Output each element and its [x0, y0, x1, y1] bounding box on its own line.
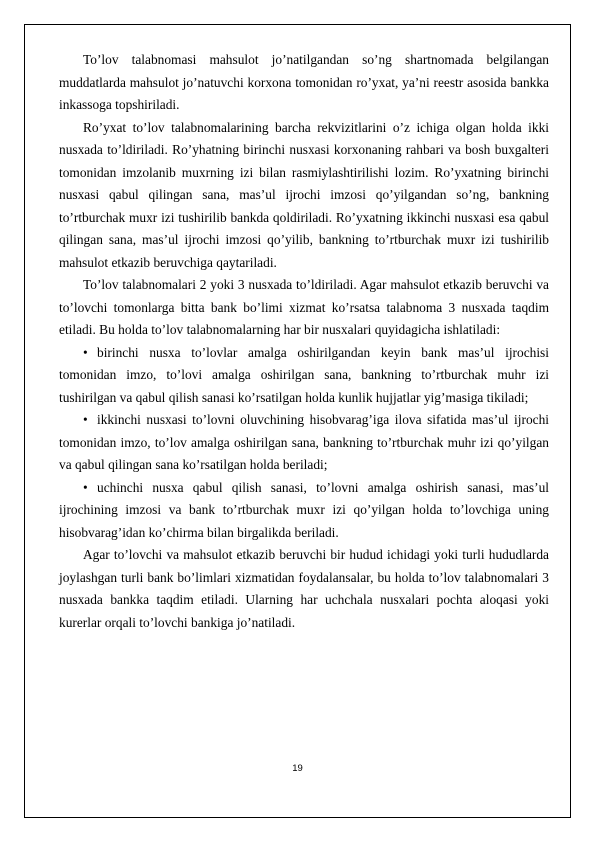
- bullet-text: uchinchi nusxa qabul qilish sanasi, to’lovni amalga oshirish sanasi, mas’ul ijrochining imzosi va bank to’rtburchak muxr izi qo’yilgan holda to’lovchiga uning hisobvarag’idan ko’chirma bilan birgalikda beriladi.: [59, 479, 549, 540]
- bullet-icon: •: [83, 479, 88, 495]
- bullet-item-third-copy: [59, 477, 549, 545]
- paragraph-royxat: Ro’yxat to’lov talabnomalarining barcha rekvizitlarini o’z ichiga olgan holda ikki nusxada to’ldiriladi. Ro’yhatning birinchi nusxasi korxonaning rahbari va bosh buxgalteri tomonidan imzolanib muxrning izi bilan rasmiylashtirilishi lozim. Ro’yxatning birinchi nusxasi qabul qilingan sana, mas’ul ijrochi imzosi qo’yilgandan so’ng, bankning to’rtburchak muxr izi tushirilib bankda qoldiriladi. Ro’yxatning ikkinchi nusxasi esa qabul qilingan sana, mas’ul ijrochi imzosi qo’yilib, bankning to’rtburchak muxr izi tushirilib mahsulot etkazib beruvchiga qaytariladi.: [59, 119, 549, 270]
- bullet-text: ikkinchi nusxasi to’lovni oluvchining hisobvarag’iga ilova sifatida mas’ul ijrochi tomonidan imzo, to’lov amalga oshirilgan sana, bankning to’rtburchak muhr izi qo’yilgan va qabul qilingan sana ko’rsatilgan holda beriladi;: [59, 412, 549, 472]
- paragraph-hudud: Agar to’lovchi va mahsulot etkazib beruvchi bir hudud ichidagi yoki turli hududlarda joylashgan turli bank bo’limlari xizmatidan foydalansalar, bu holda to’lov talabnomalari 3 nusxada bankka taqdim etiladi. Ularning har uchchala nusxalari pochta aloqasi yoki kurerlar orqali to’lovchi bankiga jo’natiladi.: [59, 547, 549, 630]
- page-number: 19: [292, 763, 303, 774]
- paragraph-reestr: To’lov talabnomasi mahsulot jo’natilgandan so’ng shartnomada belgilangan muddatlarda mahsulot jo’natuvchi korxona tomonidan ro’yxat, ya’ni reestr asosida bankka inkassoga topshiriladi.: [59, 52, 549, 112]
- bullet-text: birinchi nusxa to’lovlar amalga oshirilgandan keyin bank mas’ul ijrochisi tomonidan imzo, to’lovi amalga oshirilgan sana, bankning to’rtburchak muhr izi tushirilgan va qabul qilish sanasi ko’rsatilgan holda kunlik hujjatlar yig’masiga tikiladi;: [59, 344, 549, 405]
- bullet-item-first-copy: [59, 342, 549, 410]
- bullet-icon: •: [83, 344, 88, 360]
- bullet-item-second-copy: [59, 409, 549, 477]
- bullet-icon: •: [83, 412, 88, 427]
- document-body: [59, 49, 549, 634]
- paragraph-nusxalar: To’lov talabnomalari 2 yoki 3 nusxada to’ldiriladi. Agar mahsulot etkazib beruvchi va to’lovchi tomonlarga bitta bank bo’limi xizmat ko’rsatsa talabnoma 3 nusxada taqdim etiladi. Bu holda to’lov talabnomalarning har bir nusxalari quyidagicha ishlatiladi:: [59, 277, 549, 337]
